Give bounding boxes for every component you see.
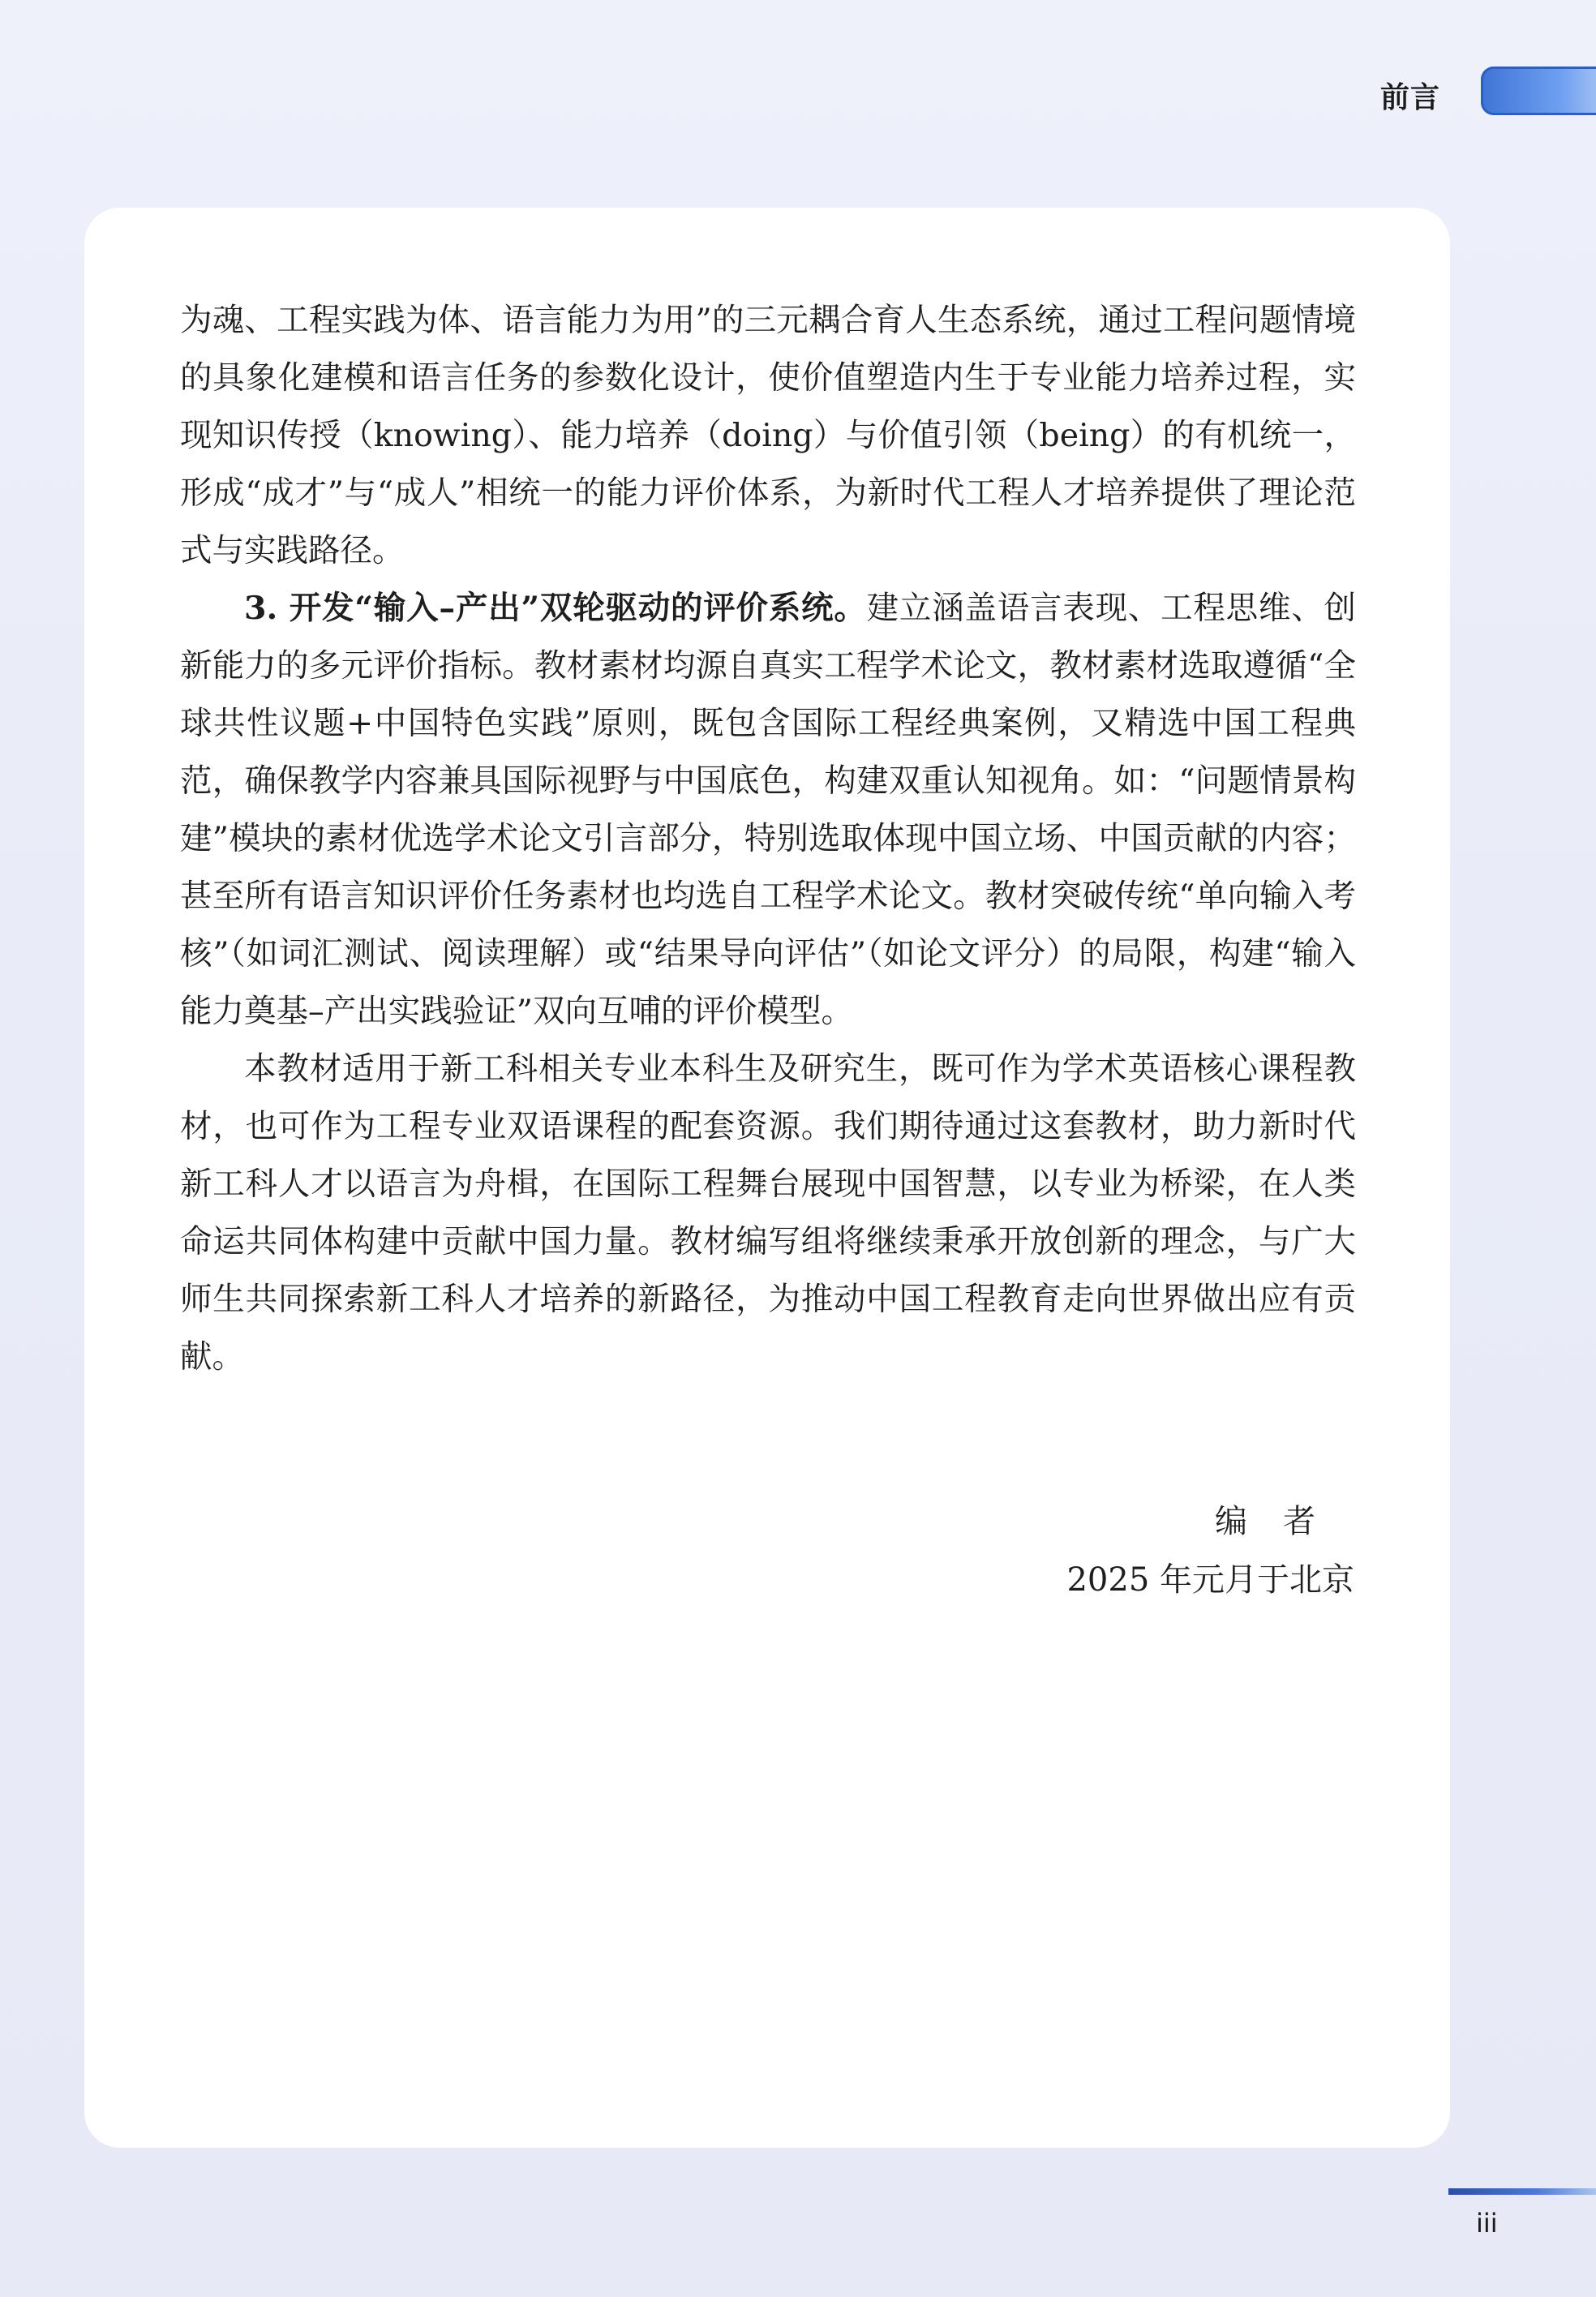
body-text — [180, 292, 1356, 1386]
paragraph-lead-heading: 3. 开发“输入–产出”双轮驱动的评价系统。 — [244, 590, 867, 627]
signature-author: 编者 — [1215, 1503, 1351, 1540]
paragraph-continuation: 为魂、工程实践为体、语言能力为用”的三元耦合育人生态系统，通过工程问题情境的具象化建模和语言任务的参数化设计，使价值塑造内生于专业能力培养过程，实现知识传授（knowing）、能力培养（doing）与价值引领（being）的有机统一，形成“成才”与“成人”相统一的能力评价体系，为新时代工程人才培养提供了理论范式与实践路径。 — [180, 302, 1356, 569]
section-title: 前言 — [1380, 81, 1441, 114]
signature-block — [1066, 1492, 1354, 1609]
signature-date-place: 2025 年元月于北京 — [1066, 1561, 1354, 1599]
page-number: iii — [1476, 2208, 1498, 2239]
section-tab-marker — [1481, 67, 1596, 115]
paragraph-evaluation-system — [180, 580, 1356, 1041]
paragraph-audience: 本教材适用于新工科相关专业本科生及研究生，既可作为学术英语核心课程教材，也可作为工程专业双语课程的配套资源。我们期待通过这套教材，助力新时代新工科人才以语言为舟楫，在国际工程舞台展现中国智慧，以专业为桥梁，在人类命运共同体构建中贡献中国力量。教材编写组将继续秉承开放创新的理念，与广大师生共同探索新工科人才培养的新路径，为推动中国工程教育走向世界做出应有贡献。 — [180, 1050, 1356, 1376]
paragraph-body: 建立涵盖语言表现、工程思维、创新能力的多元评价指标。教材素材均源自真实工程学术论文，教材素材选取遵循“全球共性议题+中国特色实践”原则，既包含国际工程经典案例，又精选中国工程典范，确保教学内容兼具国际视野与中国底色，构建双重认知视角。如：“问题情景构建”模块的素材优选学术论文引言部分，特别选取体现中国立场、中国贡献的内容；甚至所有语言知识评价任务素材也均选自工程学术论文。教材突破传统“单向输入考核”（如词汇测试、阅读理解）或“结果导向评估”（如论文评分）的局限，构建“输入能力奠基–产出实践验证”双向互哺的评价模型。 — [180, 590, 1356, 1030]
footer-accent-bar — [1448, 2188, 1596, 2195]
